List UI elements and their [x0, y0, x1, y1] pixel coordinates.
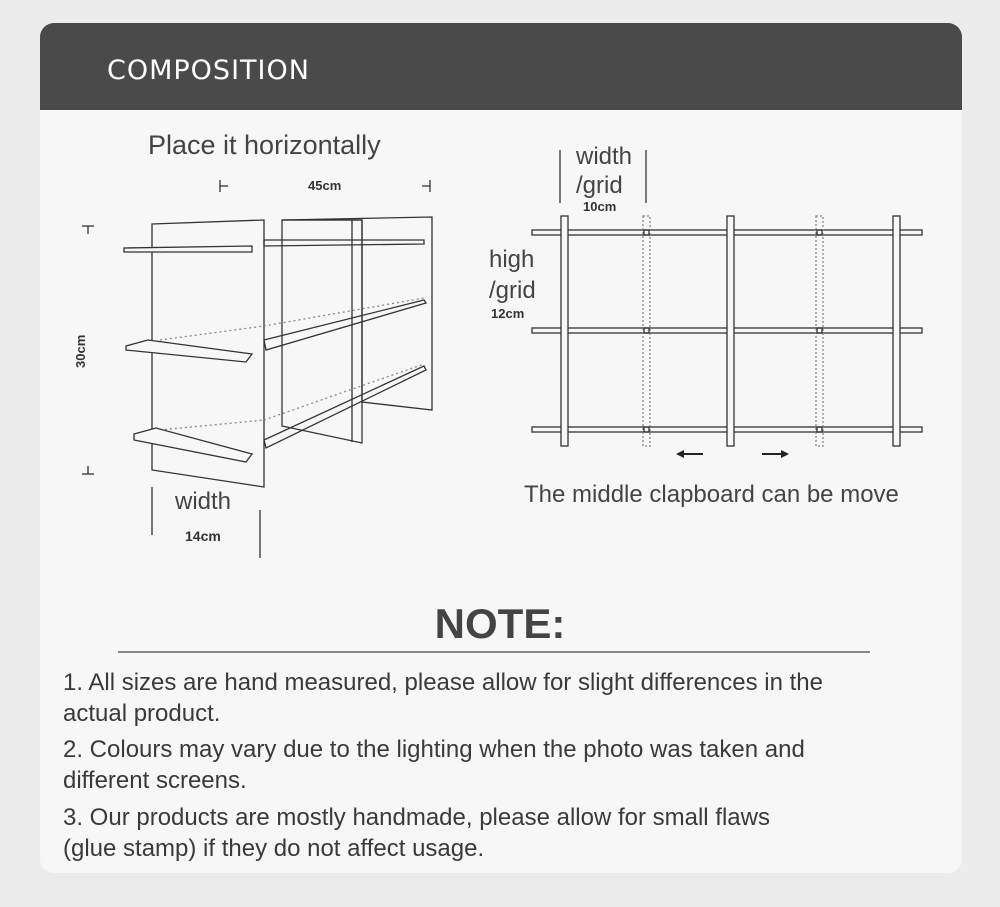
- grid-high-dimension: 12cm: [491, 306, 525, 321]
- note-item-2-line-1: 2. Colours may vary due to the lighting when the photo was taken and: [63, 736, 805, 763]
- grid-width-label-2: /grid: [576, 172, 623, 199]
- left-caption: Place it horizontally: [148, 130, 381, 160]
- note-title: NOTE:: [434, 600, 566, 647]
- width-dimension: 45cm: [308, 178, 342, 193]
- note-item-3-line-2: (glue stamp) if they do not affect usage.: [63, 835, 485, 862]
- shelf-isometric-drawing: [82, 180, 432, 558]
- height-dimension: 30cm: [73, 334, 88, 368]
- note-item-1-line-1: 1. All sizes are hand measured, please allow for slight differences in the: [63, 669, 823, 696]
- grid-width-dimension: 10cm: [583, 199, 617, 214]
- header-title: COMPOSITION: [107, 55, 310, 86]
- note-item-1: [63, 667, 943, 729]
- note-item-1-line-2: actual product.: [63, 700, 221, 727]
- depth-dimension: 14cm: [185, 528, 221, 544]
- depth-label: width: [175, 488, 232, 515]
- grid-width-label-1: width: [576, 143, 633, 170]
- note-item-2-line-2: different screens.: [63, 767, 247, 794]
- grid-high-label-2: /grid: [489, 277, 536, 304]
- note-divider: [118, 651, 870, 653]
- right-caption: The middle clapboard can be move: [524, 481, 899, 508]
- grid-high-label-1: high: [489, 246, 535, 273]
- note-item-3: [63, 802, 943, 864]
- note-item-3-line-1: 3. Our products are mostly handmade, please allow for small flaws: [63, 804, 770, 831]
- move-arrows: [676, 450, 789, 458]
- note-item-2: [63, 734, 943, 796]
